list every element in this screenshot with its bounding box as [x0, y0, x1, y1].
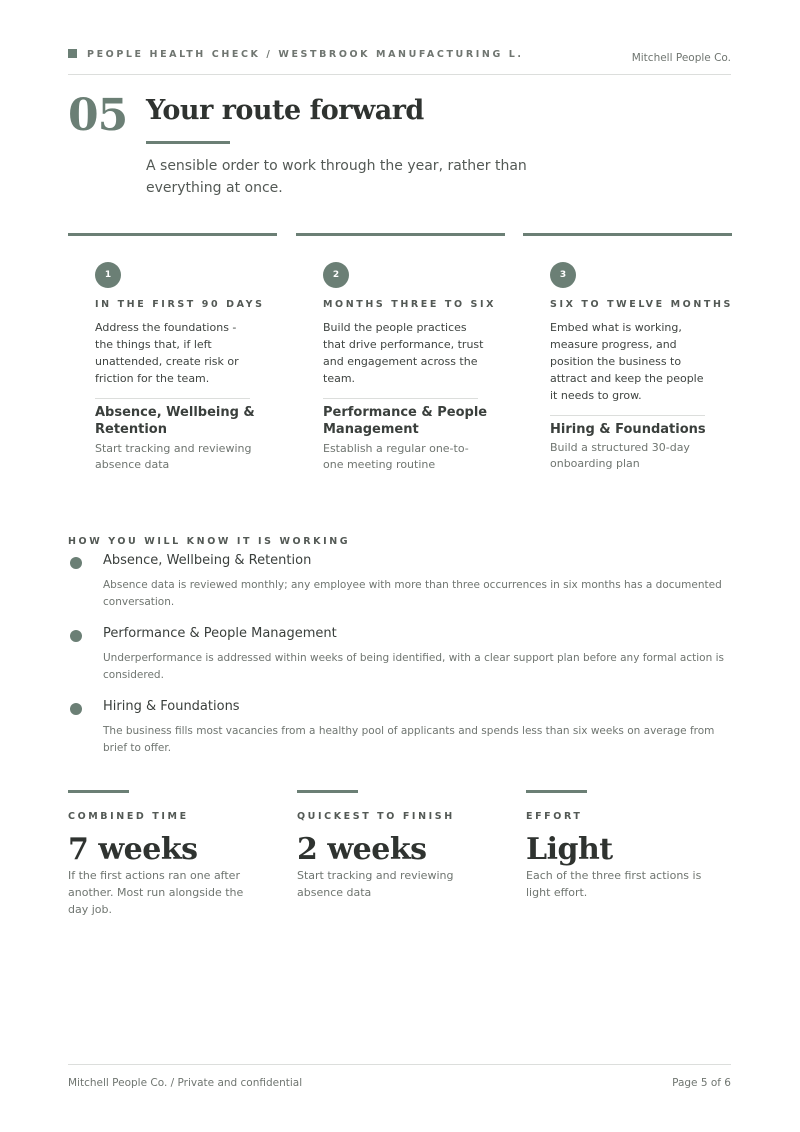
stat-quickest-to-finish: [297, 790, 497, 930]
stat-description: Each of the three first actions is light effort.: [526, 869, 702, 899]
page-title: Your route forward: [146, 95, 424, 126]
phase-divider: [95, 398, 250, 399]
phase-label: IN THE FIRST 90 DAYS: [95, 299, 265, 310]
phase-divider: [550, 415, 705, 416]
indicator-name: Hiring & Foundations: [103, 699, 240, 714]
indicator-description: Underperformance is addressed within weeks of being identified, with a clear support plan before any formal action is considered.: [103, 652, 724, 681]
phase-description: Address the foundations - the things that, if left unattended, create risk or friction for the team.: [95, 321, 239, 385]
stat-combined-time: [68, 790, 268, 930]
stat-label: COMBINED TIME: [68, 811, 189, 822]
stat-description: If the first actions ran one after another. Most run alongside the day job.: [68, 869, 244, 916]
footer-confidential: Mitchell People Co. / Private and confidential: [68, 1077, 303, 1089]
bullet-dot-icon: [70, 630, 82, 642]
breadcrumb: PEOPLE HEALTH CHECK / WESTBROOK MANUFACTURING L.: [87, 49, 524, 60]
phase-first-action: Establish a regular one-to-one meeting routine: [323, 442, 469, 471]
firm-name: Mitchell People Co.: [631, 52, 731, 64]
phase-description: Build the people practices that drive performance, trust and engagement across the team.: [323, 321, 484, 385]
phase-focus-area: Hiring & Foundations: [550, 422, 706, 437]
bullet-dot-icon: [70, 557, 82, 569]
phase-description: Embed what is working, measure progress, and position the business to attract and keep the people it needs to grow.: [550, 321, 704, 402]
phase-card-1: [68, 233, 277, 483]
indicators-heading: HOW YOU WILL KNOW IT IS WORKING: [68, 536, 351, 547]
phase-number-badge: 1: [95, 262, 121, 288]
indicator-name: Absence, Wellbeing & Retention: [103, 553, 312, 568]
page-footer: [68, 1064, 731, 1094]
phase-divider: [323, 398, 478, 399]
stat-effort: [526, 790, 726, 930]
phase-columns: [68, 233, 731, 483]
stat-value: 7 weeks: [68, 832, 198, 867]
stat-rule: [526, 790, 587, 793]
bullet-dot-icon: [70, 703, 82, 715]
title-underline: [146, 141, 230, 144]
phase-card-2: [296, 233, 505, 483]
page-subtitle: A sensible order to work through the year, rather than everything at once.: [146, 158, 527, 196]
phase-first-action: Start tracking and reviewing absence data: [95, 442, 252, 471]
phase-focus-area: Performance & People Management: [323, 405, 488, 437]
phase-label: MONTHS THREE TO SIX: [323, 299, 497, 310]
page-header: [68, 47, 731, 75]
section-number: 05: [68, 90, 128, 141]
phase-number-badge: 3: [550, 262, 576, 288]
page-number: Page 5 of 6: [672, 1077, 731, 1089]
phase-first-action: Build a structured 30-day onboarding plan: [550, 441, 690, 470]
summary-stats: [68, 790, 731, 930]
stat-value: Light: [526, 832, 613, 867]
phase-card-3: [523, 233, 732, 483]
stat-value: 2 weeks: [297, 832, 427, 867]
phase-number-badge: 2: [323, 262, 349, 288]
stat-label: EFFORT: [526, 811, 583, 822]
indicator-name: Performance & People Management: [103, 626, 337, 641]
indicator-description: The business fills most vacancies from a healthy pool of applicants and spends less than six weeks on average from brief to offer.: [103, 725, 715, 754]
stat-rule: [297, 790, 358, 793]
header-mark-icon: [68, 49, 77, 58]
stat-description: Start tracking and reviewing absence data: [297, 869, 454, 899]
phase-focus-area: Absence, Wellbeing & Retention: [95, 405, 255, 437]
indicator-description: Absence data is reviewed monthly; any employee with more than three occurrences in six months has a documented conversation.: [103, 579, 722, 608]
phase-label: SIX TO TWELVE MONTHS: [550, 299, 733, 310]
stat-rule: [68, 790, 129, 793]
stat-label: QUICKEST TO FINISH: [297, 811, 455, 822]
